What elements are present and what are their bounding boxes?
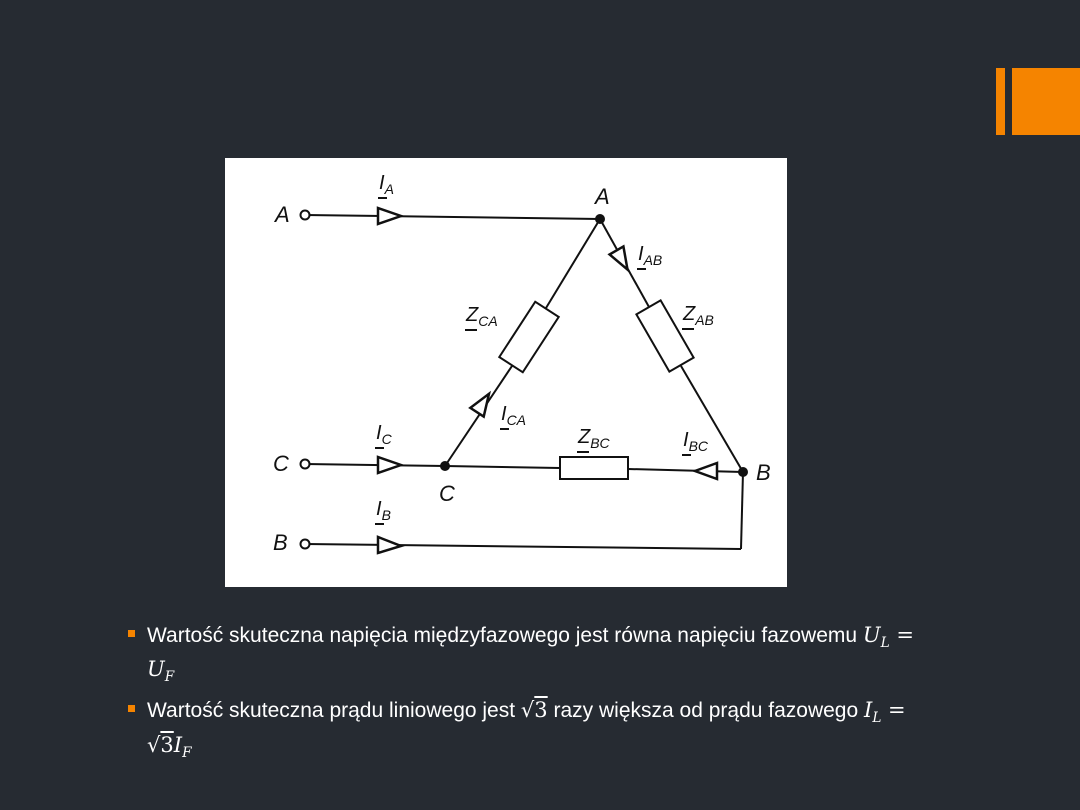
line-a-wire <box>305 215 600 219</box>
current-label-ib <box>375 498 391 524</box>
svg-text:IB: $I_B$ <box>376 498 391 523</box>
current-equation: $I_L = √3I_F$ <box>147 698 906 761</box>
impedance-label-zab <box>682 303 714 329</box>
current-label-ica <box>500 403 526 429</box>
line-b-riser <box>741 472 743 549</box>
impedance-zca-resistor <box>499 302 558 373</box>
wire-c-zbc <box>445 466 560 468</box>
line-b-wire <box>305 544 741 549</box>
terminal-b <box>301 540 310 549</box>
delta-circuit-diagram <box>225 158 787 587</box>
node-label-b: B <box>756 460 771 485</box>
node-label-c: C <box>439 481 455 506</box>
svg-text:IC: $I_C$ <box>376 422 392 447</box>
delta-circuit-figure <box>225 158 787 587</box>
arrow-ia <box>378 208 401 224</box>
bullet-item <box>128 697 928 765</box>
arrow-ica <box>470 389 495 416</box>
arrow-ic <box>378 457 401 473</box>
impedance-label-zbc <box>577 426 611 452</box>
bullet-text: Wartość skuteczna prądu liniowego jest <box>147 699 521 723</box>
current-label-iab <box>637 243 662 269</box>
svg-text:ZCA: $Z_{CA}$ <box>466 304 498 329</box>
bullet-marker <box>128 630 135 637</box>
terminal-a <box>301 211 310 220</box>
svg-text:ICA: $I_{CA}$ <box>501 403 527 428</box>
arrow-ibc <box>695 463 717 479</box>
bullet-text: Wartość skuteczna napięcia międzyfazowego jest równa napięciu fazowemu <box>147 624 863 647</box>
voltage-equation: $U_L = U_F$ <box>147 623 914 686</box>
accent-bar-thick <box>1012 68 1080 135</box>
terminal-c <box>301 460 310 469</box>
bullet-text-cont: razy większa od prądu fazowego <box>547 699 865 723</box>
junction-b <box>738 467 748 477</box>
terminal-label-a: A <box>275 202 290 227</box>
bullet-item <box>128 622 928 690</box>
wire-zab-b <box>681 366 743 472</box>
svg-text:ZBC: $Z_{BC}$ <box>578 426 610 451</box>
terminal-label-b: B <box>273 530 288 555</box>
junction-c <box>440 461 450 471</box>
current-label-ic <box>375 422 393 448</box>
svg-text:IAB: $I_{AB}$ <box>638 243 663 268</box>
line-c-wire <box>305 464 445 466</box>
impedance-zbc-resistor <box>560 457 628 479</box>
junction-a <box>595 214 605 224</box>
arrow-iab <box>610 246 635 273</box>
svg-text:ZAB: $Z_{AB}$ <box>683 303 714 328</box>
bullet-list <box>128 622 928 773</box>
current-label-ia <box>378 172 394 198</box>
terminal-label-c: C <box>273 451 289 476</box>
svg-text:IA: $I_A$ <box>379 172 394 197</box>
wire-a-zca <box>546 219 600 308</box>
bullet-marker <box>128 705 135 712</box>
node-label-a: A <box>595 184 610 209</box>
svg-text:IBC: $I_{BC}$ <box>683 429 709 454</box>
accent-bar-thin <box>996 68 1005 135</box>
arrow-ib <box>378 537 401 553</box>
impedance-label-zca <box>465 304 498 330</box>
sqrt-three: √3 <box>520 698 548 723</box>
wire-zbc-b <box>628 469 743 472</box>
current-label-ibc <box>682 429 709 455</box>
